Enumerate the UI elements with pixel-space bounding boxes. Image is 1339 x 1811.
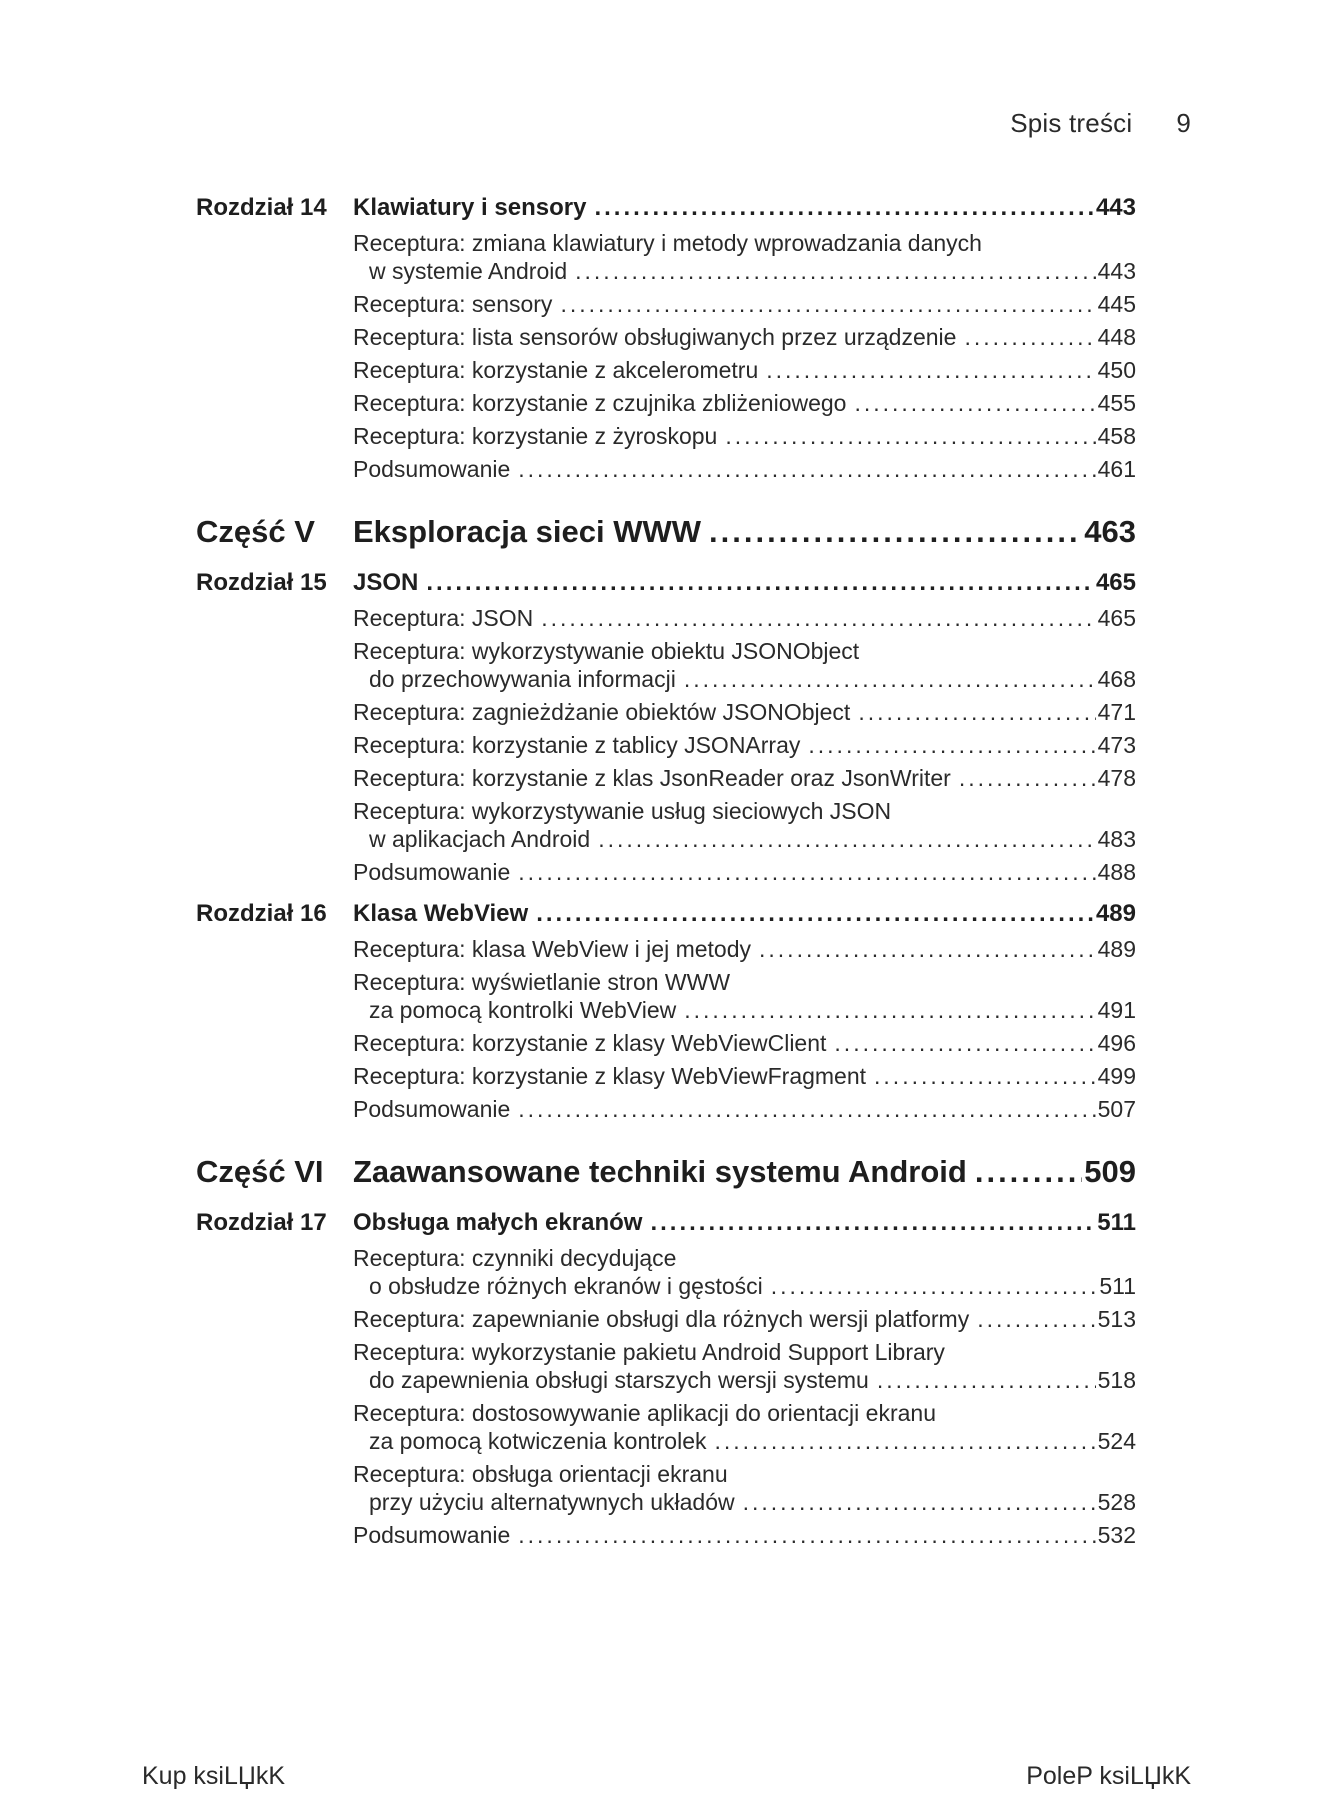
leader-dots [725, 422, 1095, 450]
toc-section-row [196, 1399, 1136, 1455]
section-title: Receptura: JSON [353, 605, 534, 631]
page-ref: 445 [1097, 291, 1136, 317]
chapter-title: Obsługa małych ekranów [353, 1209, 643, 1236]
toc-section-row [196, 968, 1136, 1024]
toc-entry [353, 509, 1136, 555]
leader-dots [541, 604, 1095, 632]
section-title-line: Receptura: zmiana klawiatury i metody wprowadzania danych [353, 230, 982, 256]
leader-dots [518, 1521, 1095, 1549]
section-title: Receptura: korzystanie z klasy WebViewClient [353, 1030, 827, 1056]
section-title-line: Receptura: wykorzystanie pakietu Android Support Library [353, 1339, 945, 1365]
part-title: Zaawansowane techniki systemu Android [353, 1154, 967, 1189]
page-ref: 507 [1097, 1096, 1136, 1122]
page-ref: 461 [1097, 456, 1136, 482]
leader-dots [834, 1029, 1095, 1057]
leader-dots [874, 1062, 1096, 1090]
leader-dots [743, 1488, 1096, 1516]
toc-entry [353, 229, 1136, 285]
toc-section-row [196, 1305, 1136, 1333]
chapter-title: JSON [353, 569, 419, 596]
leader-dots [598, 825, 1095, 853]
page-ref: 458 [1097, 423, 1136, 449]
page-ref: 443 [1095, 194, 1136, 221]
page-ref: 489 [1095, 900, 1136, 927]
leader-dots [684, 665, 1096, 693]
section-title-line: Receptura: wykorzystywanie obiektu JSONObject [353, 638, 860, 664]
section-title-line: Receptura: wyświetlanie stron WWW [353, 969, 731, 995]
page-ref: 489 [1097, 936, 1136, 962]
section-title-line: Receptura: czynniki decydujące [353, 1245, 677, 1271]
section-title: w systemie Android [369, 258, 568, 284]
page-ref: 518 [1097, 1367, 1136, 1393]
section-title: za pomocą kotwiczenia kontrolek [369, 1428, 707, 1454]
toc-entry [353, 1029, 1136, 1057]
leader-dots [575, 257, 1095, 285]
part-label: Część V [196, 514, 315, 549]
leader-dots [759, 935, 1096, 963]
section-title: Receptura: korzystanie z klas JsonReader oraz JsonWriter [353, 765, 951, 791]
section-title: do zapewnienia obsługi starszych wersji systemu [369, 1367, 869, 1393]
toc-entry [353, 323, 1136, 351]
running-header-title: Spis treści [1010, 108, 1133, 138]
toc-part-row [196, 509, 1136, 555]
toc-section-row [196, 290, 1136, 318]
leader-dots [560, 290, 1095, 318]
page-ref: 513 [1097, 1306, 1136, 1332]
toc-section-row [196, 764, 1136, 792]
page-ref: 468 [1097, 666, 1136, 692]
page-ref: 443 [1097, 258, 1136, 284]
toc-part-row [196, 1149, 1136, 1195]
leader-dots [877, 1366, 1096, 1394]
page-ref: 463 [1084, 514, 1136, 549]
toc-section-row [196, 858, 1136, 886]
toc-entry [353, 356, 1136, 384]
toc-entry [353, 797, 1136, 853]
toc-entry [353, 1244, 1136, 1300]
page-ref: 450 [1097, 357, 1136, 383]
section-title: Receptura: zapewnianie obsługi dla różnych wersji platformy [353, 1306, 970, 1332]
leader-dots [594, 192, 1094, 224]
section-title: Receptura: korzystanie z klasy WebViewFragment [353, 1063, 867, 1089]
page-ref: 455 [1097, 390, 1136, 416]
chapter-title: Klawiatury i sensory [353, 194, 587, 221]
toc-section-row [196, 637, 1136, 693]
chapter-label: Rozdział 16 [196, 900, 327, 927]
leader-dots [426, 567, 1094, 599]
section-title: w aplikacjach Android [369, 826, 591, 852]
section-title: do przechowywania informacji [369, 666, 676, 692]
page-ref: 499 [1097, 1063, 1136, 1089]
page-ref: 532 [1097, 1522, 1136, 1548]
toc-chapter-row [196, 898, 1136, 930]
leader-dots [518, 858, 1095, 886]
page-ref: 524 [1097, 1428, 1136, 1454]
toc-entry [353, 290, 1136, 318]
page-ref: 465 [1097, 605, 1136, 631]
toc-section-row [196, 323, 1136, 351]
toc-entry [353, 455, 1136, 483]
toc-section-row [196, 1460, 1136, 1516]
leader-dots [964, 323, 1095, 351]
page-ref: 509 [1084, 1154, 1136, 1189]
toc-chapter-row [196, 567, 1136, 599]
chapter-label: Rozdział 14 [196, 194, 327, 221]
leader-dots [808, 731, 1095, 759]
section-title: o obsłudze różnych ekranów i gęstości [369, 1273, 763, 1299]
page-ref: 465 [1095, 569, 1136, 596]
leader-dots [518, 455, 1095, 483]
page-ref: 511 [1097, 1209, 1136, 1236]
toc-section-row [196, 1244, 1136, 1300]
toc-section-row [196, 698, 1136, 726]
page-ref: 448 [1097, 324, 1136, 350]
page-ref: 471 [1097, 699, 1136, 725]
page-ref: 488 [1097, 859, 1136, 885]
toc-section-row [196, 797, 1136, 853]
toc-section-row [196, 935, 1136, 963]
toc-entry [353, 858, 1136, 886]
toc-entry [353, 637, 1136, 693]
leader-dots [518, 1095, 1095, 1123]
section-title: Receptura: korzystanie z żyroskopu [353, 423, 718, 449]
page-ref: 483 [1097, 826, 1136, 852]
footer-recommend-link[interactable]: PoleP ksiLЏkK [1026, 1762, 1191, 1790]
page-ref: 491 [1097, 997, 1136, 1023]
toc-entry [353, 898, 1136, 930]
toc-chapter-row [196, 192, 1136, 224]
section-title: Receptura: klasa WebView i jej metody [353, 936, 752, 962]
leader-dots [715, 1427, 1096, 1455]
page-ref: 528 [1097, 1489, 1136, 1515]
section-title: Receptura: zagnieżdżanie obiektów JSONObject [353, 699, 851, 725]
toc-entry [353, 389, 1136, 417]
toc-entry [353, 1095, 1136, 1123]
toc-entry [353, 731, 1136, 759]
toc-entry [353, 1207, 1136, 1239]
chapter-label: Rozdział 17 [196, 1209, 327, 1236]
section-title: Podsumowanie [353, 1522, 511, 1548]
footer-buy-link[interactable]: Kup ksiLЏkK [142, 1762, 286, 1790]
toc-chapter-row [196, 1207, 1136, 1239]
toc-entry [353, 422, 1136, 450]
section-title: Receptura: korzystanie z akcelerometru [353, 357, 759, 383]
section-title: przy użyciu alternatywnych układów [369, 1489, 735, 1515]
toc-entry [353, 1399, 1136, 1455]
page-ref: 496 [1097, 1030, 1136, 1056]
toc-section-row [196, 1521, 1136, 1549]
section-title: Receptura: korzystanie z tablicy JSONArray [353, 732, 801, 758]
leader-dots [858, 698, 1095, 726]
page-ref: 478 [1097, 765, 1136, 791]
toc-entry [353, 1521, 1136, 1549]
running-header [1010, 108, 1191, 139]
toc-entry [353, 1460, 1136, 1516]
page-number: 9 [1176, 108, 1191, 138]
toc-section-row [196, 1062, 1136, 1090]
leader-dots [959, 764, 1096, 792]
section-title: Receptura: korzystanie z czujnika zbliżeniowego [353, 390, 847, 416]
section-title: Receptura: lista sensorów obsługiwanych przez urządzenie [353, 324, 957, 350]
section-title-line: Receptura: obsługa orientacji ekranu [353, 1461, 728, 1487]
leader-dots [854, 389, 1095, 417]
chapter-title: Klasa WebView [353, 900, 529, 927]
toc-section-row [196, 422, 1136, 450]
toc-entry [353, 698, 1136, 726]
leader-dots [684, 996, 1095, 1024]
leader-dots [709, 509, 1082, 555]
toc-entry [353, 192, 1136, 224]
chapter-label: Rozdział 15 [196, 569, 327, 596]
toc-entry [353, 1062, 1136, 1090]
toc-section-row [196, 604, 1136, 632]
toc-section-row [196, 1029, 1136, 1057]
table-of-contents [196, 192, 1136, 1549]
page-ref: 511 [1099, 1273, 1136, 1299]
toc-entry [353, 968, 1136, 1024]
leader-dots [766, 356, 1095, 384]
toc-entry [353, 1305, 1136, 1333]
toc-section-row [196, 731, 1136, 759]
section-title: za pomocą kontrolki WebView [369, 997, 677, 1023]
toc-section-row [196, 229, 1136, 285]
toc-entry [353, 567, 1136, 599]
toc-section-row [196, 1095, 1136, 1123]
section-title-line: Receptura: wykorzystywanie usług sieciowych JSON [353, 798, 892, 824]
toc-section-row [196, 455, 1136, 483]
section-title: Podsumowanie [353, 456, 511, 482]
toc-entry [353, 604, 1136, 632]
leader-dots [650, 1207, 1095, 1239]
toc-section-row [196, 389, 1136, 417]
toc-entry [353, 1338, 1136, 1394]
leader-dots [771, 1272, 1098, 1300]
toc-entry [353, 764, 1136, 792]
toc-section-row [196, 1338, 1136, 1394]
toc-entry [353, 935, 1136, 963]
leader-dots [536, 898, 1094, 930]
section-title: Podsumowanie [353, 1096, 511, 1122]
toc-section-row [196, 356, 1136, 384]
section-title: Receptura: sensory [353, 291, 553, 317]
toc-entry [353, 1149, 1136, 1195]
page-ref: 473 [1097, 732, 1136, 758]
leader-dots [975, 1149, 1082, 1195]
section-title-line: Receptura: dostosowywanie aplikacji do orientacji ekranu [353, 1400, 936, 1426]
section-title: Podsumowanie [353, 859, 511, 885]
part-title: Eksploracja sieci WWW [353, 514, 701, 549]
part-label: Część VI [196, 1154, 324, 1189]
leader-dots [977, 1305, 1095, 1333]
